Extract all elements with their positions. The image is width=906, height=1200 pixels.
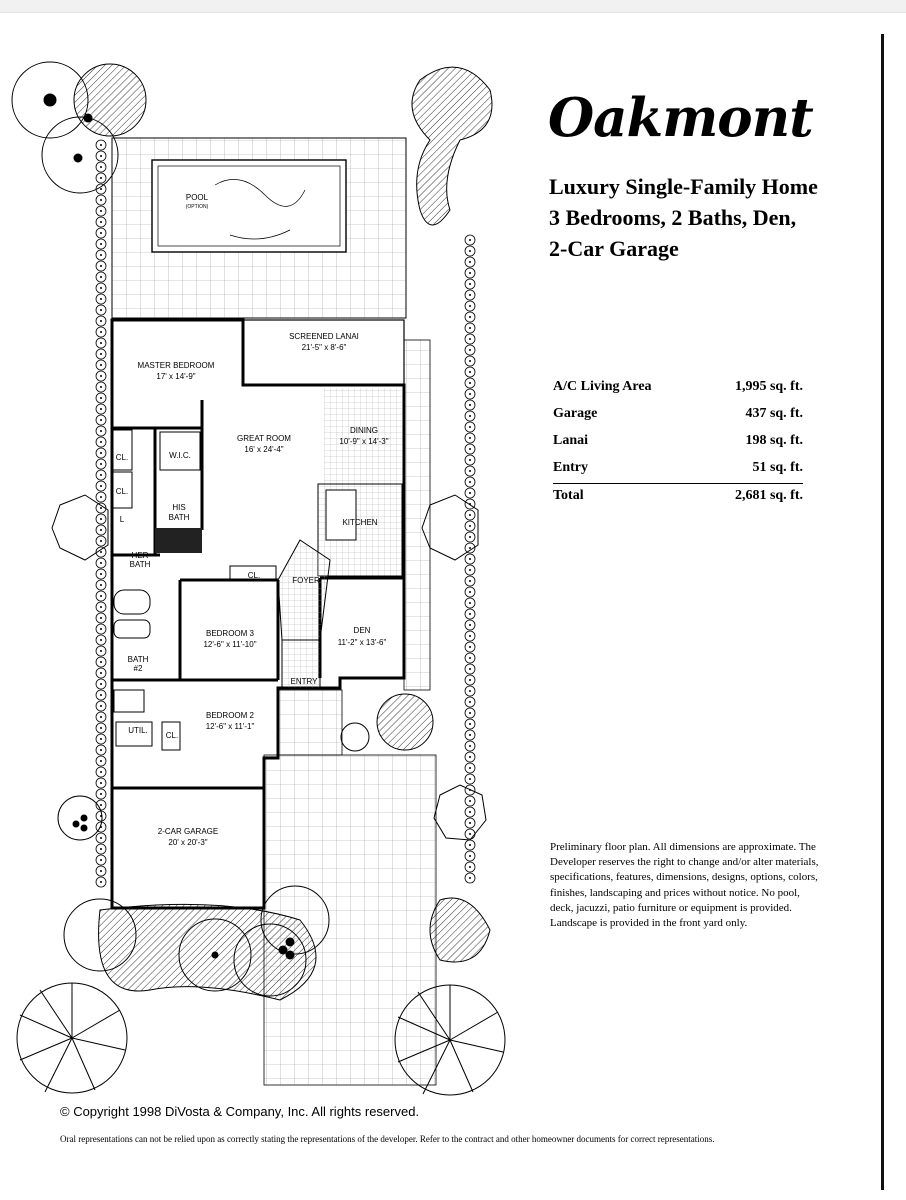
hedge-shrub-dot bbox=[100, 496, 102, 498]
hedge-shrub-dot bbox=[469, 470, 471, 472]
hedge-shrub-dot bbox=[469, 327, 471, 329]
garage-dims: 20' x 20'-3" bbox=[168, 838, 208, 847]
area-value: 1,995 sq. ft. bbox=[734, 378, 803, 394]
great-room-dims: 16' x 24'-4" bbox=[244, 445, 284, 454]
hedge-shrub-dot bbox=[100, 276, 102, 278]
hedge-shrub-dot bbox=[100, 430, 102, 432]
her-bath-label-2: BATH bbox=[129, 560, 151, 569]
hedge-shrub-dot bbox=[469, 404, 471, 406]
hedge-shrub-dot bbox=[100, 716, 102, 718]
area-value: 51 sq. ft. bbox=[752, 459, 803, 475]
hedge-shrub-dot bbox=[469, 514, 471, 516]
hedge-shrub-dot bbox=[100, 804, 102, 806]
area-label: Entry bbox=[553, 459, 588, 475]
hedge-shrub-dot bbox=[100, 639, 102, 641]
area-row-total bbox=[553, 483, 803, 508]
area-label: Lanai bbox=[553, 432, 589, 448]
lanai-label: SCREENED LANAI bbox=[289, 332, 359, 341]
hedge-shrub-dot bbox=[469, 646, 471, 648]
hedge-shrub-dot bbox=[100, 551, 102, 553]
model-subtitle bbox=[549, 171, 818, 264]
hedge-shrub-dot bbox=[100, 859, 102, 861]
hedge-shrub-dot bbox=[100, 155, 102, 157]
lanai-outline bbox=[243, 320, 404, 385]
area-table bbox=[553, 373, 803, 508]
hedge-shrub-dot bbox=[100, 672, 102, 674]
hedge-shrub-dot bbox=[469, 272, 471, 274]
hedge-shrub-dot bbox=[469, 250, 471, 252]
hedge-shrub-dot bbox=[469, 778, 471, 780]
hedge-shrub-dot bbox=[100, 364, 102, 366]
hedge-shrub-dot bbox=[100, 793, 102, 795]
hedge-shrub-dot bbox=[469, 558, 471, 560]
hedge-shrub-dot bbox=[469, 877, 471, 879]
bath2-label-1: BATH bbox=[127, 655, 149, 664]
hedge-shrub-dot bbox=[469, 547, 471, 549]
dining-label: DINING bbox=[350, 426, 378, 435]
bedroom2-dims: 12'-6" x 11'-1" bbox=[205, 722, 255, 731]
entry-walk bbox=[278, 690, 342, 755]
pool-label: POOL bbox=[185, 193, 209, 202]
hedge-shrub-dot bbox=[100, 463, 102, 465]
pool-shape bbox=[152, 160, 346, 252]
hedge-shrub-dot bbox=[100, 606, 102, 608]
great-room-label: GREAT ROOM bbox=[237, 434, 291, 443]
area-label: A/C Living Area bbox=[553, 378, 652, 394]
hedge-shrub-dot bbox=[469, 833, 471, 835]
wic-label: W.I.C. bbox=[169, 451, 191, 460]
hedge-shrub-dot bbox=[469, 701, 471, 703]
right-hedge bbox=[465, 235, 475, 883]
hedge-shrub-dot bbox=[469, 613, 471, 615]
hedge-shrub-dot bbox=[100, 529, 102, 531]
hedge-shrub-dot bbox=[100, 419, 102, 421]
hedge-shrub-dot bbox=[100, 177, 102, 179]
hedge-shrub-dot bbox=[469, 624, 471, 626]
hedge-shrub-dot bbox=[469, 426, 471, 428]
hedge-shrub-dot bbox=[469, 525, 471, 527]
hedge-shrub-dot bbox=[469, 415, 471, 417]
hedge-shrub-dot bbox=[100, 232, 102, 234]
hedge-shrub-dot bbox=[100, 353, 102, 355]
hedge-shrub-dot bbox=[100, 881, 102, 883]
closet-label-4: CL. bbox=[165, 731, 179, 740]
hedge-shrub-dot bbox=[469, 239, 471, 241]
hedge-shrub-dot bbox=[100, 738, 102, 740]
hedge-shrub-dot bbox=[469, 679, 471, 681]
bedroom3-dims: 12'-6" x 11'-10" bbox=[203, 640, 257, 649]
area-label: Garage bbox=[553, 405, 598, 421]
hedge-shrub-dot bbox=[469, 569, 471, 571]
hedge-shrub-dot bbox=[469, 294, 471, 296]
left-hedge bbox=[96, 140, 106, 887]
copyright-notice: © Copyright 1998 DiVosta & Company, Inc. All rights reserved. bbox=[60, 1104, 420, 1119]
foyer-label: FOYER bbox=[292, 576, 320, 585]
hedge-shrub-dot bbox=[469, 338, 471, 340]
closet-l-label: L bbox=[119, 515, 125, 524]
hedge-shrub-dot bbox=[469, 261, 471, 263]
pool-note: (OPTION) bbox=[185, 204, 209, 210]
hedge-shrub-dot bbox=[100, 254, 102, 256]
closet-label: CL. bbox=[247, 571, 261, 580]
hedge-shrub-dot bbox=[469, 459, 471, 461]
hedge-shrub-dot bbox=[100, 650, 102, 652]
hedge-shrub-dot bbox=[469, 855, 471, 857]
area-row-living bbox=[553, 373, 803, 400]
hedge-shrub-dot bbox=[100, 298, 102, 300]
hedge-shrub-dot bbox=[100, 760, 102, 762]
hedge-shrub-dot bbox=[100, 188, 102, 190]
util-label: UTIL. bbox=[128, 726, 148, 735]
shower-area bbox=[155, 528, 202, 553]
hedge-shrub-dot bbox=[100, 628, 102, 630]
hedge-shrub-dot bbox=[469, 690, 471, 692]
hedge-shrub-dot bbox=[100, 870, 102, 872]
area-row-entry bbox=[553, 454, 803, 481]
bedroom3-label: BEDROOM 3 bbox=[205, 629, 255, 638]
subtitle-line-2: 3 Bedrooms, 2 Baths, Den, bbox=[549, 205, 797, 230]
hedge-shrub-dot bbox=[469, 591, 471, 593]
hedge-shrub-dot bbox=[100, 661, 102, 663]
hedge-shrub-dot bbox=[100, 199, 102, 201]
hedge-shrub-dot bbox=[469, 822, 471, 824]
hedge-shrub-dot bbox=[100, 683, 102, 685]
hedge-shrub-dot bbox=[469, 723, 471, 725]
master-dims: 17' x 14'-9" bbox=[156, 372, 196, 381]
hedge-shrub-dot bbox=[469, 866, 471, 868]
hedge-shrub-dot bbox=[100, 452, 102, 454]
hedge-shrub-dot bbox=[100, 320, 102, 322]
page-edge-rule bbox=[881, 34, 884, 1190]
hedge-shrub-dot bbox=[469, 602, 471, 604]
his-bath-label-2: BATH bbox=[168, 513, 190, 522]
hedge-shrub-dot bbox=[469, 734, 471, 736]
hedge-shrub-dot bbox=[469, 800, 471, 802]
subtitle-line-3: 2-Car Garage bbox=[549, 236, 679, 261]
garage-label: 2-CAR GARAGE bbox=[157, 827, 219, 836]
hedge-shrub-dot bbox=[100, 507, 102, 509]
lanai-dims: 21'-5" x 8'-6" bbox=[301, 343, 347, 352]
bath2-label-2: #2 bbox=[133, 664, 143, 673]
hedge-shrub-dot bbox=[100, 584, 102, 586]
hedge-shrub-dot bbox=[100, 562, 102, 564]
hedge-shrub-dot bbox=[469, 393, 471, 395]
hedge-shrub-dot bbox=[100, 540, 102, 542]
hedge-shrub-dot bbox=[469, 756, 471, 758]
hedge-shrub-dot bbox=[100, 474, 102, 476]
hedge-shrub-dot bbox=[100, 287, 102, 289]
hedge-shrub-dot bbox=[100, 166, 102, 168]
hedge-shrub-dot bbox=[469, 437, 471, 439]
hedge-shrub-dot bbox=[100, 210, 102, 212]
master-label: MASTER BEDROOM bbox=[137, 361, 215, 370]
hedge-shrub-dot bbox=[100, 265, 102, 267]
hedge-shrub-dot bbox=[469, 580, 471, 582]
hedge-shrub-dot bbox=[100, 375, 102, 377]
hedge-shrub-dot bbox=[469, 536, 471, 538]
hedge-shrub-dot bbox=[469, 811, 471, 813]
his-bath-label-1: HIS bbox=[172, 503, 186, 512]
hedge-shrub-dot bbox=[100, 617, 102, 619]
area-value: 198 sq. ft. bbox=[745, 432, 803, 448]
foyer-area bbox=[278, 540, 330, 640]
hedge-shrub-dot bbox=[100, 485, 102, 487]
hedge-shrub-dot bbox=[100, 595, 102, 597]
hedge-shrub-dot bbox=[100, 837, 102, 839]
hedge-shrub-dot bbox=[100, 727, 102, 729]
subtitle-line-1: Luxury Single-Family Home bbox=[549, 174, 818, 199]
hedge-shrub-dot bbox=[469, 283, 471, 285]
hedge-shrub-dot bbox=[469, 316, 471, 318]
den-dims: 11'-2" x 13'-6" bbox=[337, 638, 387, 647]
hedge-shrub-dot bbox=[469, 657, 471, 659]
hedge-shrub-dot bbox=[469, 448, 471, 450]
hedge-shrub-dot bbox=[100, 309, 102, 311]
hedge-shrub-dot bbox=[469, 382, 471, 384]
model-title: Oakmont bbox=[548, 87, 813, 149]
hedge-shrub-dot bbox=[100, 386, 102, 388]
area-value: 437 sq. ft. bbox=[745, 405, 803, 421]
hedge-shrub-dot bbox=[100, 573, 102, 575]
total-label: Total bbox=[553, 488, 584, 503]
dining-dims: 10'-9" x 14'-3" bbox=[339, 437, 389, 446]
hedge-shrub-dot bbox=[100, 518, 102, 520]
hedge-shrub-dot bbox=[100, 243, 102, 245]
hedge-shrub-dot bbox=[100, 749, 102, 751]
hedge-shrub-dot bbox=[100, 221, 102, 223]
hedge-shrub-dot bbox=[100, 848, 102, 850]
hedge-shrub-dot bbox=[100, 782, 102, 784]
hedge-shrub-dot bbox=[469, 745, 471, 747]
hedge-shrub-dot bbox=[100, 331, 102, 333]
hedge-shrub-dot bbox=[100, 771, 102, 773]
hedge-shrub-dot bbox=[469, 371, 471, 373]
bedroom2-label: BEDROOM 2 bbox=[205, 711, 255, 720]
entry-label: ENTRY bbox=[290, 677, 318, 686]
hedge-shrub-dot bbox=[469, 305, 471, 307]
hedge-shrub-dot bbox=[100, 694, 102, 696]
hedge-shrub-dot bbox=[100, 408, 102, 410]
den-label: DEN bbox=[353, 626, 371, 635]
total-value: 2,681 sq. ft. bbox=[734, 488, 803, 503]
her-bath-label-1: HER bbox=[131, 551, 149, 560]
hedge-shrub-dot bbox=[100, 705, 102, 707]
oral-representation-notice: Oral representations can not be relied upon as correctly stating the representations of the developer. Refer to the contract and other homeowner documents for correct representations. bbox=[60, 1134, 715, 1144]
hedge-shrub-dot bbox=[469, 844, 471, 846]
hedge-shrub-dot bbox=[469, 360, 471, 362]
dining-tile bbox=[324, 388, 402, 484]
closet-label-3: CL. bbox=[115, 487, 129, 496]
kitchen-label: KITCHEN bbox=[342, 518, 378, 527]
hedge-shrub-dot bbox=[469, 349, 471, 351]
closet-label-2: CL. bbox=[115, 453, 129, 462]
hedge-shrub-dot bbox=[469, 635, 471, 637]
hedge-shrub-dot bbox=[469, 767, 471, 769]
hedge-shrub-dot bbox=[469, 712, 471, 714]
disclaimer-text: Preliminary floor plan. All dimensions are approximate. The Developer reserves the right to change and/or alter materials, specifications, features, dimensions, designs, options, colors, finishes, landscaping and prices without notice. No pool, deck, jacuzzi, patio furniture or equipment is provided. Landscape is provided in the front yard only. bbox=[550, 841, 819, 930]
hedge-shrub-dot bbox=[469, 668, 471, 670]
hedge-shrub-dot bbox=[100, 397, 102, 399]
hedge-shrub-dot bbox=[100, 441, 102, 443]
area-row-lanai bbox=[553, 427, 803, 454]
hedge-shrub-dot bbox=[100, 342, 102, 344]
hedge-shrub-dot bbox=[469, 492, 471, 494]
area-row-garage bbox=[553, 400, 803, 427]
hedge-shrub-dot bbox=[100, 144, 102, 146]
hedge-shrub-dot bbox=[469, 481, 471, 483]
